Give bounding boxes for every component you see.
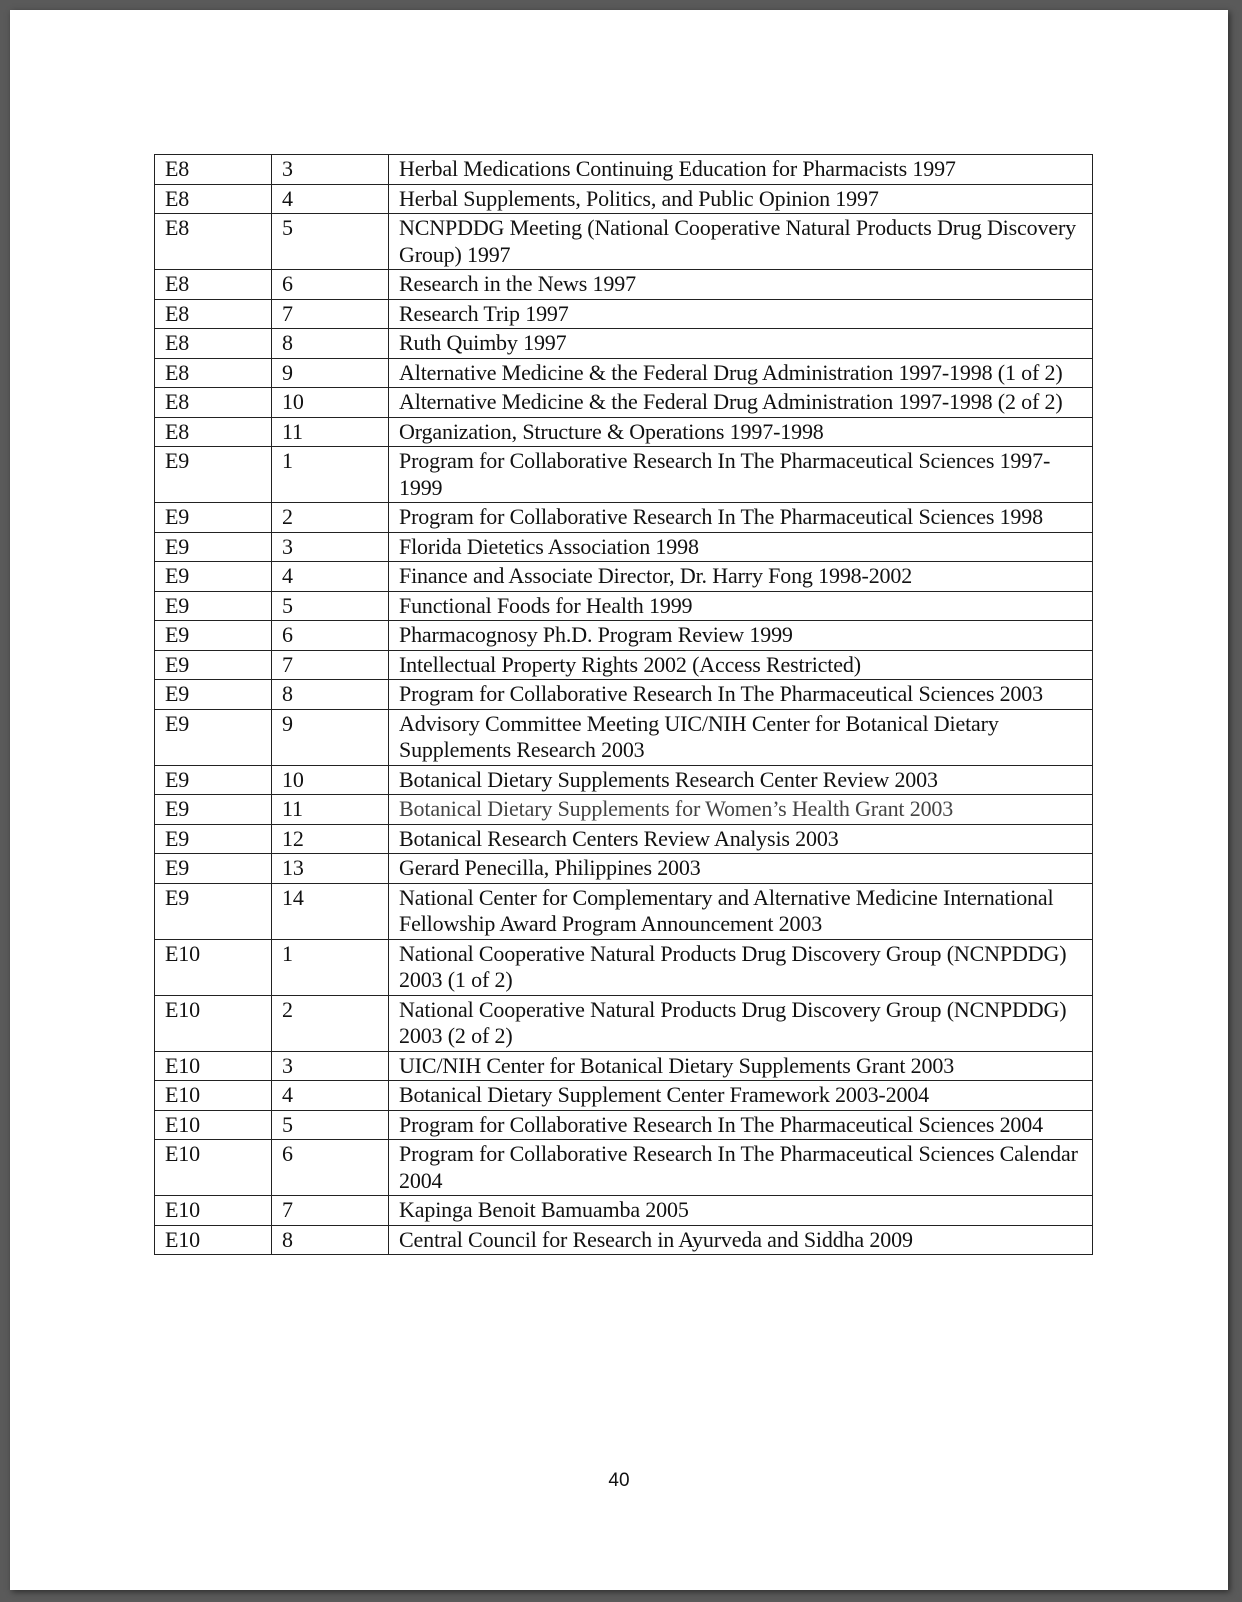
box-cell: E10 [155, 1225, 272, 1255]
box-cell: E10 [155, 1081, 272, 1111]
table-row [155, 883, 1093, 939]
folder-cell: 9 [272, 358, 389, 388]
title-cell: Alternative Medicine & the Federal Drug Administration 1997-1998 (2 of 2) [389, 388, 1093, 418]
title-cell: National Cooperative Natural Products Drug Discovery Group (NCNPDDG) 2003 (2 of 2) [389, 995, 1093, 1051]
box-cell: E8 [155, 214, 272, 270]
box-cell: E9 [155, 621, 272, 651]
title-cell: Botanical Dietary Supplement Center Framework 2003-2004 [389, 1081, 1093, 1111]
table-row [155, 650, 1093, 680]
title-cell: Herbal Medications Continuing Education for Pharmacists 1997 [389, 155, 1093, 185]
box-cell: E8 [155, 299, 272, 329]
table-row [155, 1140, 1093, 1196]
folder-cell: 12 [272, 824, 389, 854]
title-cell: UIC/NIH Center for Botanical Dietary Supplements Grant 2003 [389, 1051, 1093, 1081]
box-cell: E9 [155, 883, 272, 939]
table-row [155, 1110, 1093, 1140]
folder-cell: 10 [272, 388, 389, 418]
box-cell: E8 [155, 184, 272, 214]
title-cell: Program for Collaborative Research In The Pharmaceutical Sciences 2003 [389, 680, 1093, 710]
title-cell: Central Council for Research in Ayurveda and Siddha 2009 [389, 1225, 1093, 1255]
box-cell: E9 [155, 503, 272, 533]
title-cell: Program for Collaborative Research In The Pharmaceutical Sciences Calendar 2004 [389, 1140, 1093, 1196]
box-cell: E8 [155, 270, 272, 300]
folder-cell: 2 [272, 995, 389, 1051]
folder-cell: 10 [272, 765, 389, 795]
title-cell: Program for Collaborative Research In The Pharmaceutical Sciences 1997-1999 [389, 447, 1093, 503]
table-row [155, 270, 1093, 300]
box-folder-table [154, 154, 1093, 1255]
table-row [155, 214, 1093, 270]
box-cell: E10 [155, 1196, 272, 1226]
box-cell: E10 [155, 1110, 272, 1140]
title-cell: Botanical Research Centers Review Analysis 2003 [389, 824, 1093, 854]
folder-cell: 4 [272, 1081, 389, 1111]
table-row [155, 591, 1093, 621]
title-cell: Program for Collaborative Research In The Pharmaceutical Sciences 1998 [389, 503, 1093, 533]
table-row [155, 765, 1093, 795]
folder-cell: 1 [272, 939, 389, 995]
title-cell: Program for Collaborative Research In The Pharmaceutical Sciences 2004 [389, 1110, 1093, 1140]
folder-cell: 3 [272, 155, 389, 185]
box-cell: E9 [155, 765, 272, 795]
folder-cell: 14 [272, 883, 389, 939]
folder-cell: 11 [272, 795, 389, 825]
box-cell: E9 [155, 709, 272, 765]
title-cell: Botanical Dietary Supplements for Women’s Health Grant 2003 [389, 795, 1093, 825]
table-row [155, 824, 1093, 854]
box-cell: E9 [155, 680, 272, 710]
box-cell: E8 [155, 329, 272, 359]
box-cell: E9 [155, 854, 272, 884]
folder-cell: 3 [272, 1051, 389, 1081]
title-cell: National Center for Complementary and Alternative Medicine International Fellowship Award Program Announcement 2003 [389, 883, 1093, 939]
title-cell: Gerard Penecilla, Philippines 2003 [389, 854, 1093, 884]
box-cell: E9 [155, 447, 272, 503]
table-row [155, 299, 1093, 329]
table-row [155, 447, 1093, 503]
title-cell: Florida Dietetics Association 1998 [389, 532, 1093, 562]
box-cell: E8 [155, 388, 272, 418]
folder-cell: 6 [272, 621, 389, 651]
box-cell: E8 [155, 358, 272, 388]
title-cell: Research Trip 1997 [389, 299, 1093, 329]
table-row [155, 939, 1093, 995]
table-row [155, 184, 1093, 214]
title-cell: Research in the News 1997 [389, 270, 1093, 300]
box-cell: E10 [155, 995, 272, 1051]
table-row [155, 532, 1093, 562]
table-row [155, 680, 1093, 710]
box-cell: E10 [155, 939, 272, 995]
table-row [155, 854, 1093, 884]
table-row [155, 709, 1093, 765]
title-cell: Functional Foods for Health 1999 [389, 591, 1093, 621]
folder-cell: 1 [272, 447, 389, 503]
title-cell: Finance and Associate Director, Dr. Harry Fong 1998-2002 [389, 562, 1093, 592]
title-cell: NCNPDDG Meeting (National Cooperative Natural Products Drug Discovery Group) 1997 [389, 214, 1093, 270]
table-row [155, 621, 1093, 651]
folder-cell: 5 [272, 591, 389, 621]
table-row [155, 329, 1093, 359]
title-cell: Organization, Structure & Operations 1997-1998 [389, 417, 1093, 447]
folder-cell: 5 [272, 1110, 389, 1140]
table-row [155, 388, 1093, 418]
table-row [155, 995, 1093, 1051]
page-number: 40 [608, 1470, 630, 1491]
title-cell: Intellectual Property Rights 2002 (Access Restricted) [389, 650, 1093, 680]
table-row [155, 1081, 1093, 1111]
box-cell: E10 [155, 1140, 272, 1196]
title-cell: Pharmacognosy Ph.D. Program Review 1999 [389, 621, 1093, 651]
folder-cell: 13 [272, 854, 389, 884]
table-body [155, 155, 1093, 1255]
folder-cell: 5 [272, 214, 389, 270]
title-cell: Kapinga Benoit Bamuamba 2005 [389, 1196, 1093, 1226]
folder-cell: 11 [272, 417, 389, 447]
table-row [155, 795, 1093, 825]
box-cell: E9 [155, 562, 272, 592]
folder-cell: 2 [272, 503, 389, 533]
table-row [155, 417, 1093, 447]
folder-cell: 6 [272, 1140, 389, 1196]
box-cell: E8 [155, 417, 272, 447]
table-row [155, 1051, 1093, 1081]
title-cell: Ruth Quimby 1997 [389, 329, 1093, 359]
folder-cell: 9 [272, 709, 389, 765]
table-row [155, 562, 1093, 592]
title-cell: Botanical Dietary Supplements Research Center Review 2003 [389, 765, 1093, 795]
table-row [155, 503, 1093, 533]
box-cell: E9 [155, 795, 272, 825]
folder-cell: 7 [272, 299, 389, 329]
box-cell: E8 [155, 155, 272, 185]
box-cell: E9 [155, 591, 272, 621]
table-row [155, 1225, 1093, 1255]
title-cell: Alternative Medicine & the Federal Drug Administration 1997-1998 (1 of 2) [389, 358, 1093, 388]
title-cell: National Cooperative Natural Products Drug Discovery Group (NCNPDDG) 2003 (1 of 2) [389, 939, 1093, 995]
folder-cell: 7 [272, 650, 389, 680]
box-cell: E9 [155, 650, 272, 680]
title-cell: Herbal Supplements, Politics, and Public Opinion 1997 [389, 184, 1093, 214]
box-cell: E9 [155, 532, 272, 562]
title-cell: Advisory Committee Meeting UIC/NIH Center for Botanical Dietary Supplements Research 2003 [389, 709, 1093, 765]
box-cell: E10 [155, 1051, 272, 1081]
table-row [155, 1196, 1093, 1226]
folder-cell: 8 [272, 329, 389, 359]
table-row [155, 155, 1093, 185]
box-cell: E9 [155, 824, 272, 854]
folder-cell: 8 [272, 680, 389, 710]
folder-cell: 3 [272, 532, 389, 562]
folder-cell: 4 [272, 562, 389, 592]
folder-cell: 7 [272, 1196, 389, 1226]
folder-cell: 4 [272, 184, 389, 214]
folder-cell: 8 [272, 1225, 389, 1255]
table-row [155, 358, 1093, 388]
document-page [10, 10, 1228, 1590]
folder-cell: 6 [272, 270, 389, 300]
